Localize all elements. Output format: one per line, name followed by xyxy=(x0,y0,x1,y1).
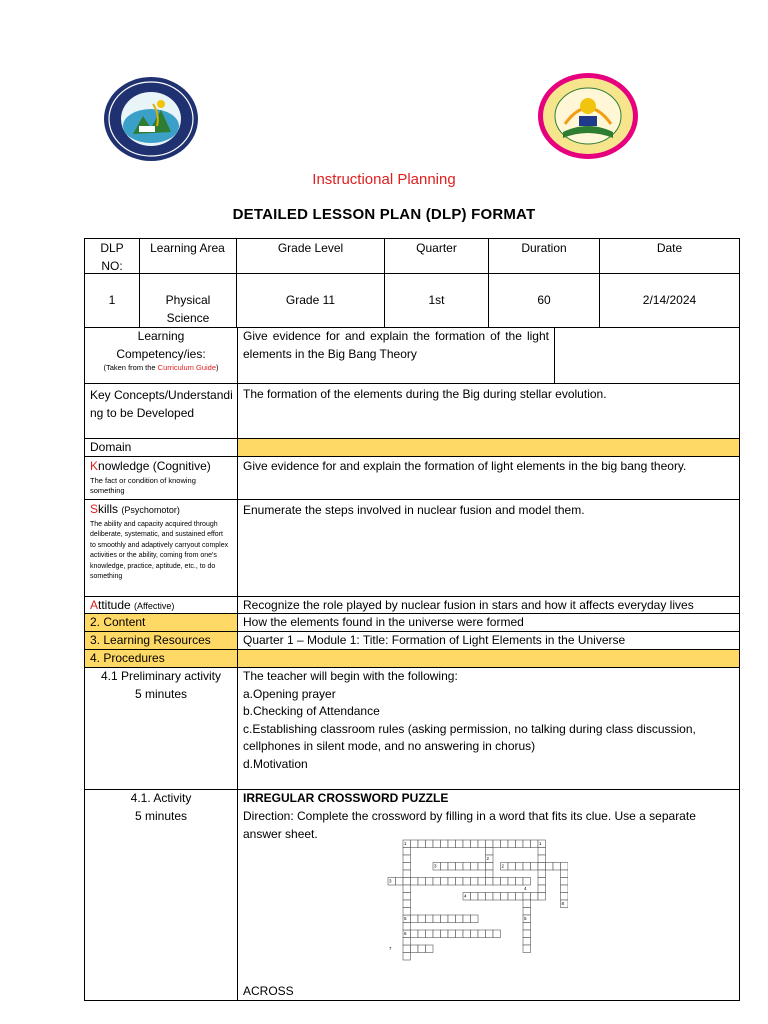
crossword-cell xyxy=(478,893,486,901)
attitude-initial: A xyxy=(90,598,99,612)
key-concepts-label: Key Concepts/Understanding to be Developed xyxy=(90,388,233,420)
crossword-cell xyxy=(448,840,456,848)
crossword-cell xyxy=(463,878,471,886)
crossword-cell xyxy=(471,840,479,848)
crossword-cell xyxy=(433,878,441,886)
crossword-cell xyxy=(508,863,516,871)
header-date: Date xyxy=(656,241,683,255)
crossword-cell xyxy=(523,945,531,953)
crossword-cell xyxy=(501,893,509,901)
crossword-cell xyxy=(493,840,501,848)
crossword-cell xyxy=(426,915,434,923)
crossword-number: 8 xyxy=(561,901,565,906)
domain-label: Domain xyxy=(90,440,132,454)
crossword-cell xyxy=(456,930,464,938)
crossword-cell xyxy=(433,915,441,923)
crossword-cell xyxy=(463,863,471,871)
knowledge-initial: K xyxy=(90,459,99,473)
resources-label: 3. Learning Resources xyxy=(90,633,211,647)
activity-title: 4.1. Activity xyxy=(130,791,192,805)
crossword-cell xyxy=(561,863,569,871)
crossword-number: 2 xyxy=(501,863,505,869)
crossword-cell xyxy=(501,840,509,848)
crossword-cell xyxy=(538,855,546,863)
crossword-cell xyxy=(403,953,411,961)
crossword-cell xyxy=(478,878,486,886)
crossword-cell xyxy=(426,878,434,886)
crossword-cell xyxy=(561,893,569,901)
crossword-cell xyxy=(411,930,419,938)
attitude-text: Recognize the role played by nuclear fusion in stars and how it affects everyday lives xyxy=(243,598,694,612)
table-border xyxy=(84,383,740,384)
preliminary-item: c.Establishing classroom rules (asking permission, no talking during class discussion, cellphones in silent mode, and no answering in chorus) xyxy=(243,721,696,753)
crossword-cell xyxy=(403,870,411,878)
crossword-cell xyxy=(418,878,426,886)
competency-text: Give evidence for and explain the formation of the light elements in the Big Bang Theory xyxy=(243,329,549,361)
crossword-cell xyxy=(411,945,419,953)
crossword-cell xyxy=(538,870,546,878)
procedures-label: 4. Procedures xyxy=(90,651,165,665)
resources-text: Quarter 1 – Module 1: Title: Formation of Light Elements in the Universe xyxy=(243,633,626,647)
crossword-cell xyxy=(531,840,539,848)
crossword-cell xyxy=(418,840,426,848)
preliminary-item: a.Opening prayer xyxy=(243,686,336,701)
crossword-cell xyxy=(403,885,411,893)
attitude-label: Attitude (Affective) xyxy=(90,598,175,612)
crossword-cell xyxy=(546,863,554,871)
competency-label xyxy=(92,328,230,373)
crossword-cell xyxy=(433,930,441,938)
crossword-cell xyxy=(501,878,509,886)
crossword-cell xyxy=(403,863,411,871)
crossword-cell xyxy=(486,848,494,856)
crossword-cell xyxy=(456,840,464,848)
preliminary-item: b.Checking of Attendance xyxy=(243,704,380,718)
preliminary-time: 5 minutes xyxy=(134,686,188,701)
crossword-cell xyxy=(553,863,561,871)
crossword-cell xyxy=(531,893,539,901)
value-grade-level: Grade 11 xyxy=(285,293,336,307)
crossword-cell xyxy=(411,878,419,886)
table-border xyxy=(84,273,740,274)
crossword-cell xyxy=(448,930,456,938)
domain-value-shade xyxy=(237,438,739,457)
crossword-cell xyxy=(523,893,531,901)
crossword-cell xyxy=(538,863,546,871)
crossword-cell xyxy=(456,915,464,923)
crossword-cell xyxy=(403,893,411,901)
crossword-cell xyxy=(448,915,456,923)
crossword-cell xyxy=(456,863,464,871)
activity-time: 5 minutes xyxy=(134,808,188,823)
crossword-cell xyxy=(471,878,479,886)
instructional-planning-title: Instructional Planning xyxy=(312,171,456,188)
crossword-cell xyxy=(471,893,479,901)
crossword-cell xyxy=(523,908,531,916)
crossword-cell xyxy=(493,893,501,901)
crossword-cell xyxy=(516,863,524,871)
key-concepts-text: The formation of the elements during the Big during stellar evolution. xyxy=(243,387,607,401)
crossword-cell xyxy=(516,893,524,901)
crossword-number: 4 xyxy=(524,886,527,891)
crossword-cell xyxy=(523,900,531,908)
knowledge-label: Knowledge (Cognitive) The fact or condition of knowing something xyxy=(90,458,235,496)
crossword-cell xyxy=(441,930,449,938)
crossword-cell xyxy=(403,938,411,946)
header-learning-area: Learning Area xyxy=(150,241,225,255)
crossword-number: 6 xyxy=(404,931,407,936)
crossword-cell xyxy=(403,848,411,856)
table-border xyxy=(237,327,238,1001)
crossword-number: 1 xyxy=(539,841,542,846)
crossword-cell xyxy=(456,878,464,886)
crossword-cell xyxy=(441,863,449,871)
crossword-cell xyxy=(441,840,449,848)
activity-direction: Direction: Complete the crossword by filling in a word that fits its clue. Use a separate answer sheet. xyxy=(243,809,696,841)
crossword-cell xyxy=(471,915,479,923)
crossword-cell xyxy=(561,885,569,893)
dlp-format-title: DETAILED LESSON PLAN (DLP) FORMAT xyxy=(232,206,536,223)
table-border xyxy=(554,327,555,383)
table-border xyxy=(739,238,740,1001)
crossword-cell xyxy=(538,848,546,856)
crossword-cell xyxy=(486,893,494,901)
value-date: 2/14/2024 xyxy=(642,293,697,307)
crossword-cell xyxy=(508,878,516,886)
crossword-cell xyxy=(486,863,494,871)
school-seal-logo xyxy=(537,72,639,160)
activity-puzzle-title: IRREGULAR CROSSWORD PUZZLE xyxy=(243,791,449,805)
crossword-cell xyxy=(523,923,531,931)
crossword-cell xyxy=(448,863,456,871)
crossword-cell xyxy=(493,878,501,886)
division-seal-logo xyxy=(103,76,199,162)
content-label: 2. Content xyxy=(90,615,146,629)
skills-initial: S xyxy=(90,502,99,516)
crossword-cell xyxy=(463,840,471,848)
crossword-number: 3 xyxy=(389,878,392,884)
crossword-cell xyxy=(523,878,531,886)
crossword-cell xyxy=(433,840,441,848)
crossword-number: 3 xyxy=(434,863,437,869)
across-heading: ACROSS xyxy=(243,984,294,998)
crossword-cell xyxy=(418,945,426,953)
preliminary-label xyxy=(85,668,237,703)
crossword-cell xyxy=(403,908,411,916)
crossword-cell xyxy=(471,863,479,871)
preliminary-content xyxy=(243,668,733,773)
crossword-cell xyxy=(403,855,411,863)
crossword-cell xyxy=(411,840,419,848)
crossword-cell xyxy=(486,878,494,886)
crossword-cell xyxy=(516,840,524,848)
crossword-cell xyxy=(448,878,456,886)
crossword-cell xyxy=(411,915,419,923)
preliminary-intro: The teacher will begin with the following: xyxy=(243,669,458,683)
crossword-cell xyxy=(463,930,471,938)
content-text: How the elements found in the universe were formed xyxy=(243,615,524,629)
header-grade-level: Grade Level xyxy=(277,241,344,255)
skills-label: Skills (Psychomotor) The ability and capacity acquired through deliberate, systematic, and sustained effort to smoothly and adaptively carryout complex activities or the ability, coming from one's knowledge, practice, aptitude, etc., to do something xyxy=(90,501,235,583)
header-duration: Duration xyxy=(521,241,567,255)
crossword-number: 5 xyxy=(524,916,527,921)
crossword-cell xyxy=(478,840,486,848)
skills-description: The ability and capacity acquired through deliberate, systematic, and sustained effort to smoothly and adaptively carryout complex activities or the ability, coming from one's knowledge, practice, aptitude, etc., to do something xyxy=(90,520,229,580)
crossword-cell xyxy=(403,923,411,931)
crossword-cell xyxy=(426,840,434,848)
crossword-cell xyxy=(478,863,486,871)
crossword-number: 7 xyxy=(389,946,392,951)
crossword-puzzle xyxy=(384,838,568,962)
knowledge-text: Give evidence for and explain the formation of light elements in the big bang theory. xyxy=(243,459,687,473)
crossword-cell xyxy=(561,878,569,886)
crossword-cell xyxy=(403,945,411,953)
crossword-cell xyxy=(538,893,546,901)
crossword-cell xyxy=(508,840,516,848)
crossword-cell xyxy=(418,915,426,923)
crossword-number: 1 xyxy=(404,841,407,846)
competency-source-note: (Taken from the Curriculum Guide) xyxy=(103,363,219,372)
crossword-cell xyxy=(441,878,449,886)
crossword-cell xyxy=(523,938,531,946)
crossword-cell xyxy=(403,878,411,886)
crossword-cell xyxy=(418,930,426,938)
crossword-cell xyxy=(396,878,404,886)
crossword-number: 2 xyxy=(486,856,490,861)
crossword-cell xyxy=(516,878,524,886)
table-border xyxy=(84,238,85,1001)
preliminary-item: d.Motivation xyxy=(243,756,308,771)
crossword-cell xyxy=(486,840,494,848)
crossword-cell xyxy=(561,870,569,878)
crossword-cell xyxy=(403,900,411,908)
crossword-cell xyxy=(523,863,531,871)
header-dlp-no: DLP NO: xyxy=(100,241,124,273)
curriculum-guide-link: Curriculum Guide xyxy=(157,363,217,372)
crossword-number: 4 xyxy=(464,893,467,899)
crossword-cell xyxy=(486,930,494,938)
crossword-cell xyxy=(478,930,486,938)
crossword-cell xyxy=(471,930,479,938)
crossword-cell xyxy=(508,893,516,901)
header-quarter: Quarter xyxy=(416,241,457,255)
crossword-cell xyxy=(493,930,501,938)
crossword-cell xyxy=(426,945,434,953)
crossword-cell xyxy=(426,930,434,938)
activity-label xyxy=(85,790,237,825)
crossword-cell xyxy=(523,930,531,938)
crossword-cell xyxy=(531,863,539,871)
table-border xyxy=(84,238,740,239)
crossword-cell xyxy=(538,878,546,886)
crossword-cell xyxy=(523,840,531,848)
crossword-cell xyxy=(441,915,449,923)
value-duration: 60 xyxy=(537,293,551,307)
crossword-cell xyxy=(463,915,471,923)
crossword-number: 5 xyxy=(404,916,407,921)
knowledge-description: The fact or condition of knowing something xyxy=(90,475,196,495)
crossword-cell xyxy=(538,885,546,893)
competency-label-text: Learning Competency/ies: xyxy=(116,329,206,361)
value-dlp-no: 1 xyxy=(108,293,116,307)
preliminary-title: 4.1 Preliminary activity xyxy=(100,669,222,683)
value-quarter: 1st xyxy=(428,293,445,307)
value-learning-area: Physical Science xyxy=(165,293,211,325)
skills-text: Enumerate the steps involved in nuclear fusion and model them. xyxy=(243,503,585,517)
crossword-cell xyxy=(486,870,494,878)
table-border xyxy=(84,499,740,500)
